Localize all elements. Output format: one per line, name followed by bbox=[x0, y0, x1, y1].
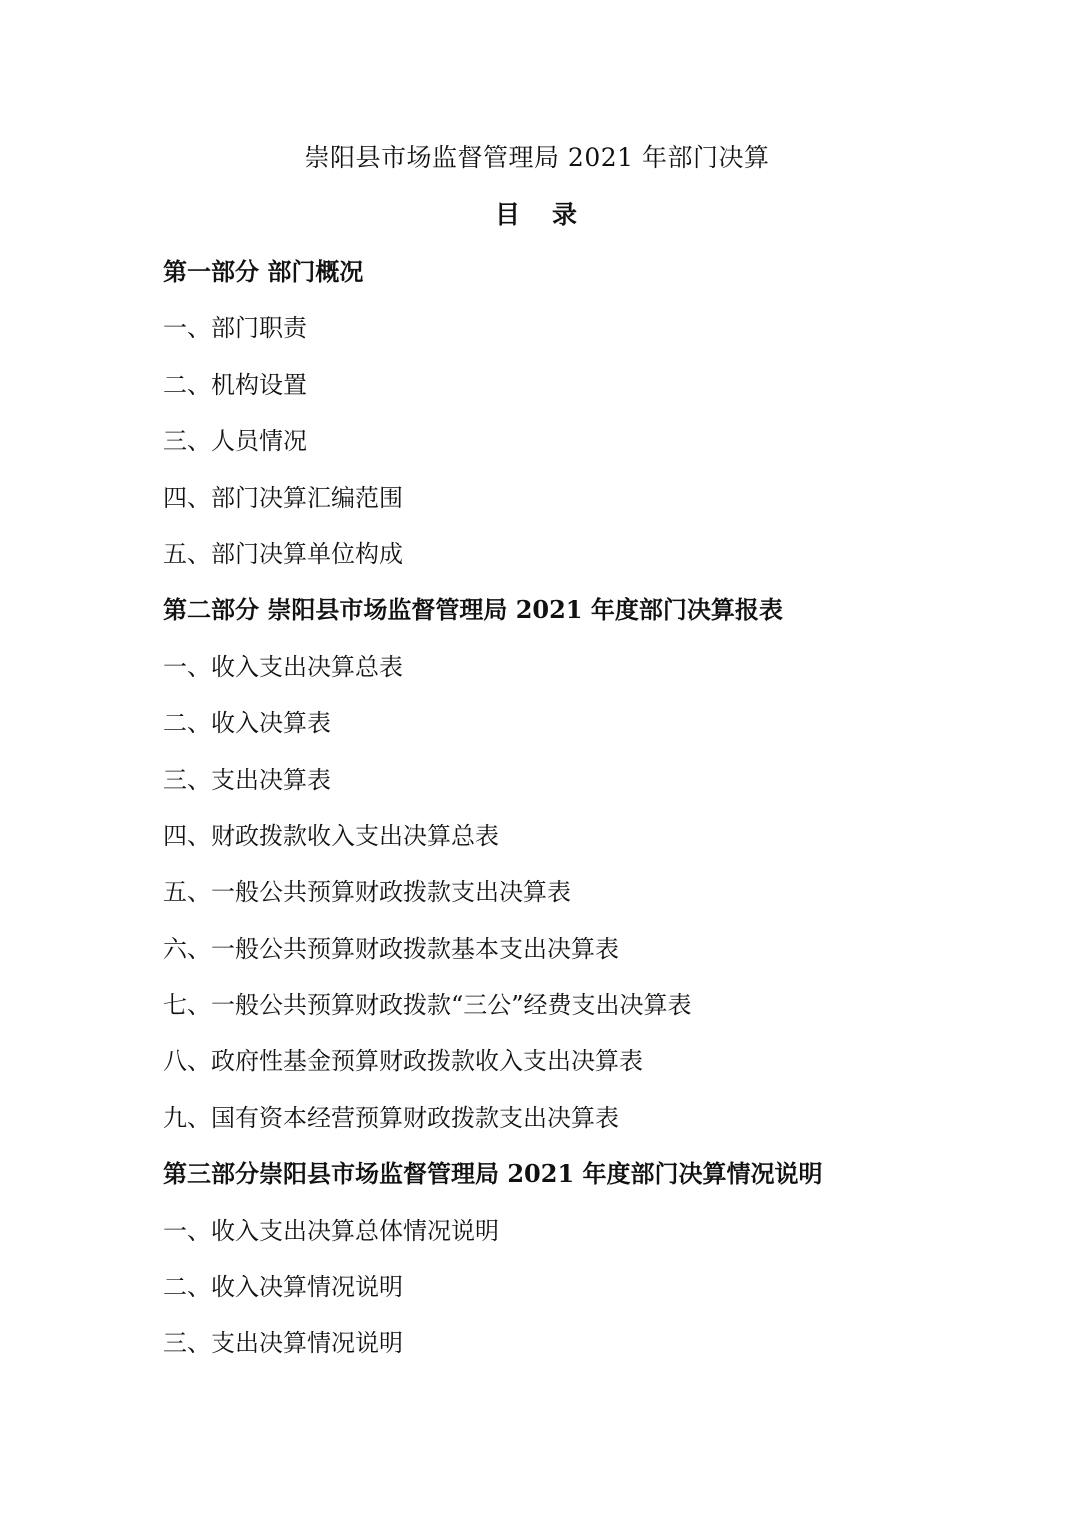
toc-item[interactable]: 一、收入支出决算总表 bbox=[163, 652, 403, 681]
toc-item[interactable]: 五、一般公共预算财政拨款支出决算表 bbox=[163, 878, 571, 907]
toc-item[interactable]: 一、收入支出决算总体情况说明 bbox=[163, 1216, 499, 1245]
toc-item[interactable]: 九、国有资本经营预算财政拨款支出决算表 bbox=[163, 1103, 619, 1132]
toc-part-heading[interactable]: 第二部分 崇阳县市场监督管理局 2021 年度部门决算报表 bbox=[163, 595, 783, 625]
toc-item[interactable]: 八、政府性基金预算财政拨款收入支出决算表 bbox=[163, 1047, 643, 1076]
toc-heading-char: 录 bbox=[552, 200, 580, 229]
toc-item[interactable]: 二、收入决算表 bbox=[163, 709, 331, 738]
toc-heading bbox=[0, 195, 1074, 235]
toc-part-heading[interactable]: 第一部分 部门概况 bbox=[163, 257, 364, 286]
toc-item[interactable]: 六、一般公共预算财政拨款基本支出决算表 bbox=[163, 934, 619, 963]
toc-heading-char: 目 bbox=[494, 200, 522, 229]
document-title: 崇阳县市场监督管理局 2021 年部门决算 bbox=[304, 143, 770, 172]
toc-item[interactable]: 三、支出决算表 bbox=[163, 765, 331, 794]
toc-item[interactable]: 一、部门职责 bbox=[163, 314, 307, 343]
toc-item[interactable]: 五、部门决算单位构成 bbox=[163, 539, 403, 568]
toc-item[interactable]: 三、人员情况 bbox=[163, 427, 307, 456]
toc-item[interactable]: 四、财政拨款收入支出决算总表 bbox=[163, 821, 499, 850]
toc-item[interactable]: 二、机构设置 bbox=[163, 370, 307, 399]
toc-part-heading[interactable]: 第三部分崇阳县市场监督管理局 2021 年度部门决算情况说明 bbox=[163, 1159, 823, 1189]
toc-item[interactable]: 三、支出决算情况说明 bbox=[163, 1329, 403, 1358]
toc-item[interactable]: 二、收入决算情况说明 bbox=[163, 1273, 403, 1302]
toc-item[interactable]: 七、一般公共预算财政拨款“三公”经费支出决算表 bbox=[163, 991, 692, 1020]
table-of-contents bbox=[163, 252, 1023, 1380]
toc-item[interactable]: 四、部门决算汇编范围 bbox=[163, 483, 403, 512]
